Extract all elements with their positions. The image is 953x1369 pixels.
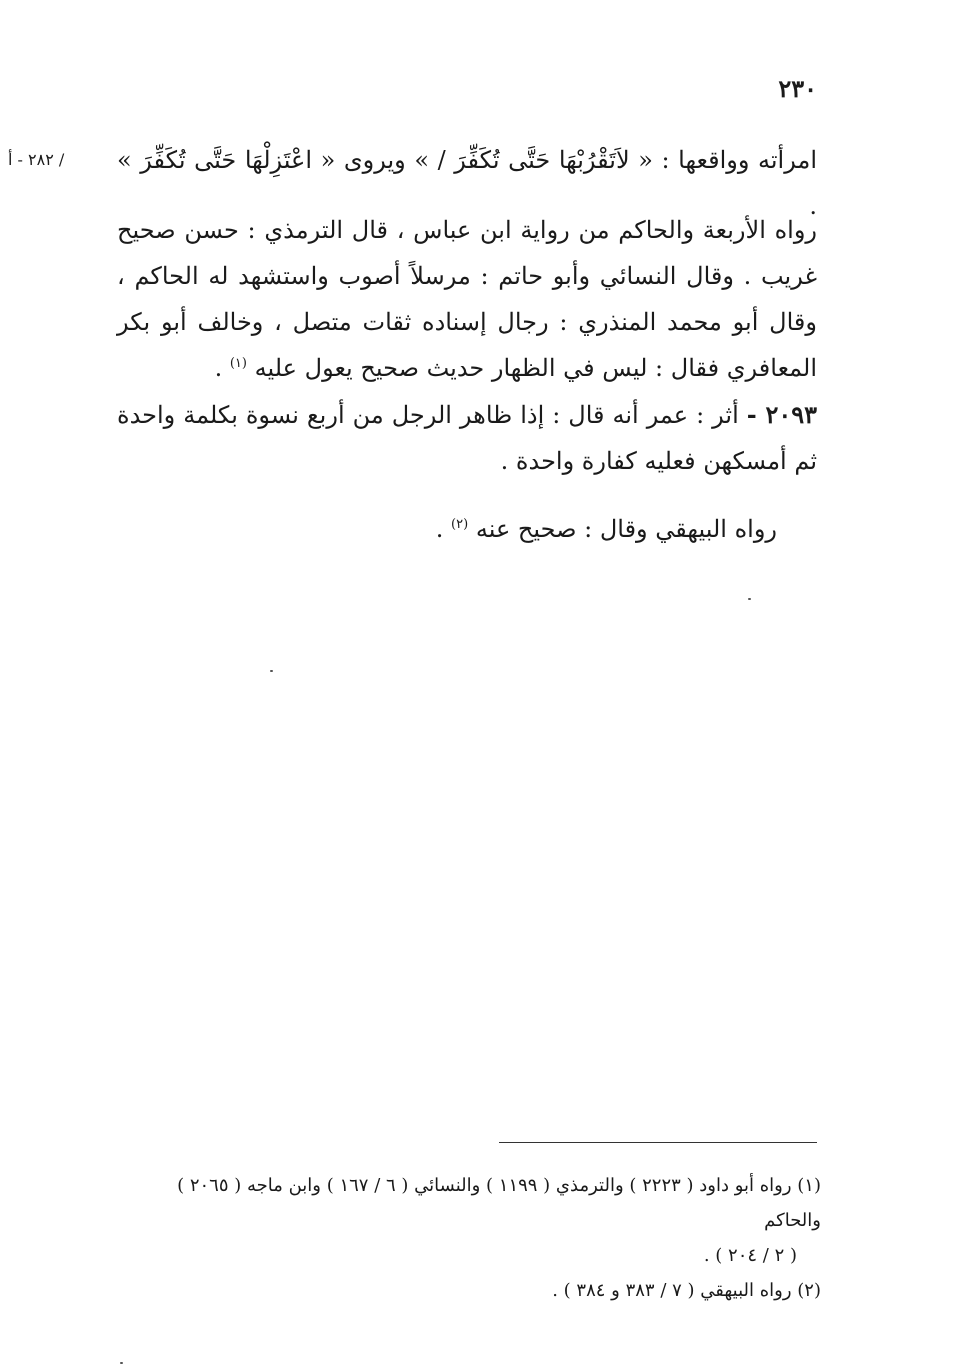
paragraph-bayhaqi-text: رواه البيهقي وقال : صحيح عنه xyxy=(475,515,777,543)
hadith-text: أثر : عمر أنه قال : إذا ظاهر الرجل من أربع نسوة بكلمة واحدة ثم أمسكهن فعليه كفارة واحدة . xyxy=(117,401,817,475)
paragraph-hadith-2093 xyxy=(117,392,817,484)
scan-speck xyxy=(270,670,273,672)
footnote-ref-2: (٢) xyxy=(451,517,469,532)
footnote-ref-1: (١) xyxy=(229,356,247,371)
footnote-1-line-2: ( ٢ / ٢٠٤ ) . xyxy=(703,1245,797,1266)
manuscript-folio-note: / ٢٨٢ - أ xyxy=(8,150,65,169)
scan-speck xyxy=(748,598,751,600)
scan-speck xyxy=(120,1362,123,1364)
footnote-divider xyxy=(499,1142,817,1143)
paragraph-narration xyxy=(117,207,817,391)
paragraph-continuation: امرأته وواقعها : « لاَتَقْرُبْهَا حَتَّى تُكَفِّرَ / » ويروى « اعْتَزِلْهَا حَتَّى تُكَفِّرَ » . xyxy=(117,146,817,220)
paragraph-narration-end: . xyxy=(214,354,230,382)
paragraph-narration-text: رواه الأربعة والحاكم من رواية ابن عباس ، قال الترمذي : حسن صحيح غريب . وقال النسائي وأبو حاتم : مرسلاً أصوب واستشهد له الحاكم ، وقال أبو محمد المنذري : رجال إسناده ثقات متصل ، وخالف أبو بكر المعافري فقال : ليس في الظهار حديث صحيح يعول عليه xyxy=(117,216,817,382)
footnote-1-line-1: (١) رواه أبو داود ( ٢٢٢٣ ) والترمذي ( ١١٩٩ ) والنسائي ( ٦ / ١٦٧ ) وابن ماجه ( ٢٠٦٥ ) والحاكم xyxy=(177,1175,821,1231)
page-number: ٢٣٠ xyxy=(778,74,817,103)
hadith-number: ٢٠٩٣ - xyxy=(746,400,817,429)
paragraph-bayhaqi-end: . xyxy=(435,515,452,543)
footnotes xyxy=(121,1168,821,1308)
footnote-2: (٢) رواه البيهقي ( ٧ / ٣٨٣ و ٣٨٤ ) . xyxy=(552,1280,821,1301)
paragraph-bayhaqi xyxy=(77,506,777,552)
footnote-1 xyxy=(121,1168,821,1273)
